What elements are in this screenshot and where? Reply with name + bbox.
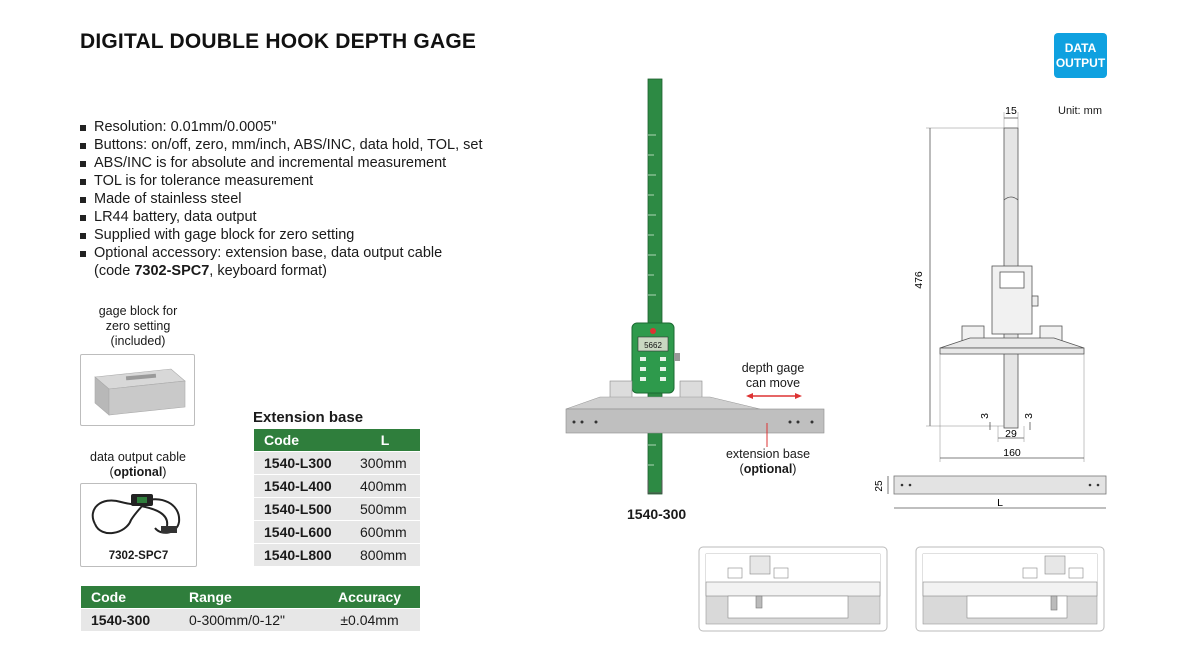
technical-drawing bbox=[870, 100, 1110, 520]
cell-length: 800mm bbox=[350, 544, 420, 567]
dim-right-gap: 3 bbox=[1023, 413, 1035, 419]
feature-item: TOL is for tolerance measurement bbox=[80, 172, 482, 190]
dim-top: 15 bbox=[1005, 105, 1017, 117]
usage-illustration-1 bbox=[698, 546, 888, 632]
spec-header-range: Range bbox=[179, 586, 319, 609]
cable-paren-close: ) bbox=[162, 465, 167, 479]
unit-label: Unit: mm bbox=[1058, 105, 1102, 117]
table-row bbox=[254, 544, 420, 567]
gage-block-caption bbox=[78, 304, 198, 349]
gage-block-icon bbox=[81, 355, 194, 425]
page-title: DIGITAL DOUBLE HOOK DEPTH GAGE bbox=[80, 30, 477, 53]
dim-hook: 29 bbox=[1005, 428, 1017, 440]
header-code: Code bbox=[254, 429, 350, 452]
ext-optional: optional bbox=[743, 462, 793, 476]
cable-image bbox=[80, 483, 197, 567]
cable-caption-1: data output cable bbox=[90, 450, 186, 464]
cell-code: 1540-L800 bbox=[254, 544, 350, 567]
feature-list bbox=[80, 118, 482, 280]
cable-icon bbox=[81, 484, 196, 546]
gage-block-caption-3: (included) bbox=[110, 334, 166, 348]
dim-bar-length: L bbox=[997, 497, 1003, 509]
feature-item-continued bbox=[80, 262, 482, 280]
extension-base-title: Extension base bbox=[253, 409, 364, 426]
extension-base-table bbox=[254, 429, 420, 566]
dim-base: 160 bbox=[1003, 447, 1021, 459]
data-output-badge bbox=[1054, 33, 1107, 78]
table-row bbox=[254, 452, 420, 475]
table-row bbox=[254, 498, 420, 521]
header-l: L bbox=[350, 429, 420, 452]
cable-optional: optional bbox=[113, 465, 163, 479]
lcd-readout: 5662 bbox=[644, 341, 662, 350]
product-illustration bbox=[560, 75, 840, 505]
cell-code: 1540-L600 bbox=[254, 521, 350, 544]
model-number: 1540-300 bbox=[627, 506, 687, 522]
dim-height: 476 bbox=[913, 271, 925, 289]
feature-item: Buttons: on/off, zero, mm/inch, ABS/INC, data hold, TOL, set bbox=[80, 136, 482, 154]
spec-row bbox=[81, 609, 420, 632]
cell-code: 1540-L400 bbox=[254, 475, 350, 498]
feature-item: Supplied with gage block for zero setting bbox=[80, 226, 482, 244]
cell-length: 300mm bbox=[350, 452, 420, 475]
usage-illustration-2 bbox=[915, 546, 1105, 632]
feature-item: Optional accessory: extension base, data output cable bbox=[80, 244, 482, 262]
spec-code: 1540-300 bbox=[81, 609, 179, 632]
ext-paren-close: ) bbox=[792, 462, 797, 476]
badge-line-1: DATA bbox=[1064, 40, 1097, 55]
cell-code: 1540-L500 bbox=[254, 498, 350, 521]
extension-base-note bbox=[712, 447, 824, 477]
depth-note-2: can move bbox=[745, 376, 801, 390]
cable-paren-open: ( bbox=[109, 465, 114, 479]
depth-gage-note bbox=[726, 361, 820, 391]
table-header-row bbox=[254, 429, 420, 452]
ext-note-1: extension base bbox=[725, 447, 811, 461]
depth-note-1: depth gage bbox=[741, 361, 805, 375]
spec-range: 0-300mm/0-12" bbox=[179, 609, 319, 632]
cont-post: , keyboard format) bbox=[209, 263, 327, 279]
ext-paren-open: ( bbox=[739, 462, 744, 476]
cell-length: 400mm bbox=[350, 475, 420, 498]
spec-table bbox=[81, 586, 420, 631]
feature-item: Made of stainless steel bbox=[80, 190, 482, 208]
spec-header-accuracy: Accuracy bbox=[319, 586, 420, 609]
cell-length: 600mm bbox=[350, 521, 420, 544]
spec-accuracy: ±0.04mm bbox=[319, 609, 420, 632]
dim-bar-height: 25 bbox=[874, 480, 885, 492]
cable-code: 7302-SPC7 bbox=[134, 263, 210, 279]
cont-pre: (code bbox=[94, 263, 135, 279]
cable-caption bbox=[78, 450, 198, 480]
feature-item: Resolution: 0.01mm/0.0005" bbox=[80, 118, 482, 136]
feature-item: LR44 battery, data output bbox=[80, 208, 482, 226]
gage-block-image bbox=[80, 354, 195, 426]
feature-item: ABS/INC is for absolute and incremental measurement bbox=[80, 154, 482, 172]
spec-header-code: Code bbox=[81, 586, 179, 609]
table-row bbox=[254, 475, 420, 498]
cable-caption-2 bbox=[78, 465, 198, 480]
cell-code: 1540-L300 bbox=[254, 452, 350, 475]
table-row bbox=[254, 521, 420, 544]
gage-block-caption-1: gage block for bbox=[98, 304, 178, 318]
ext-note-2 bbox=[712, 462, 824, 477]
gage-block-caption-2: zero setting bbox=[105, 319, 171, 333]
dim-left-gap: 3 bbox=[979, 413, 991, 419]
badge-line-2: OUTPUT bbox=[1055, 55, 1106, 70]
cable-code-label: 7302-SPC7 bbox=[108, 550, 169, 562]
spec-header-row bbox=[81, 586, 420, 609]
cell-length: 500mm bbox=[350, 498, 420, 521]
